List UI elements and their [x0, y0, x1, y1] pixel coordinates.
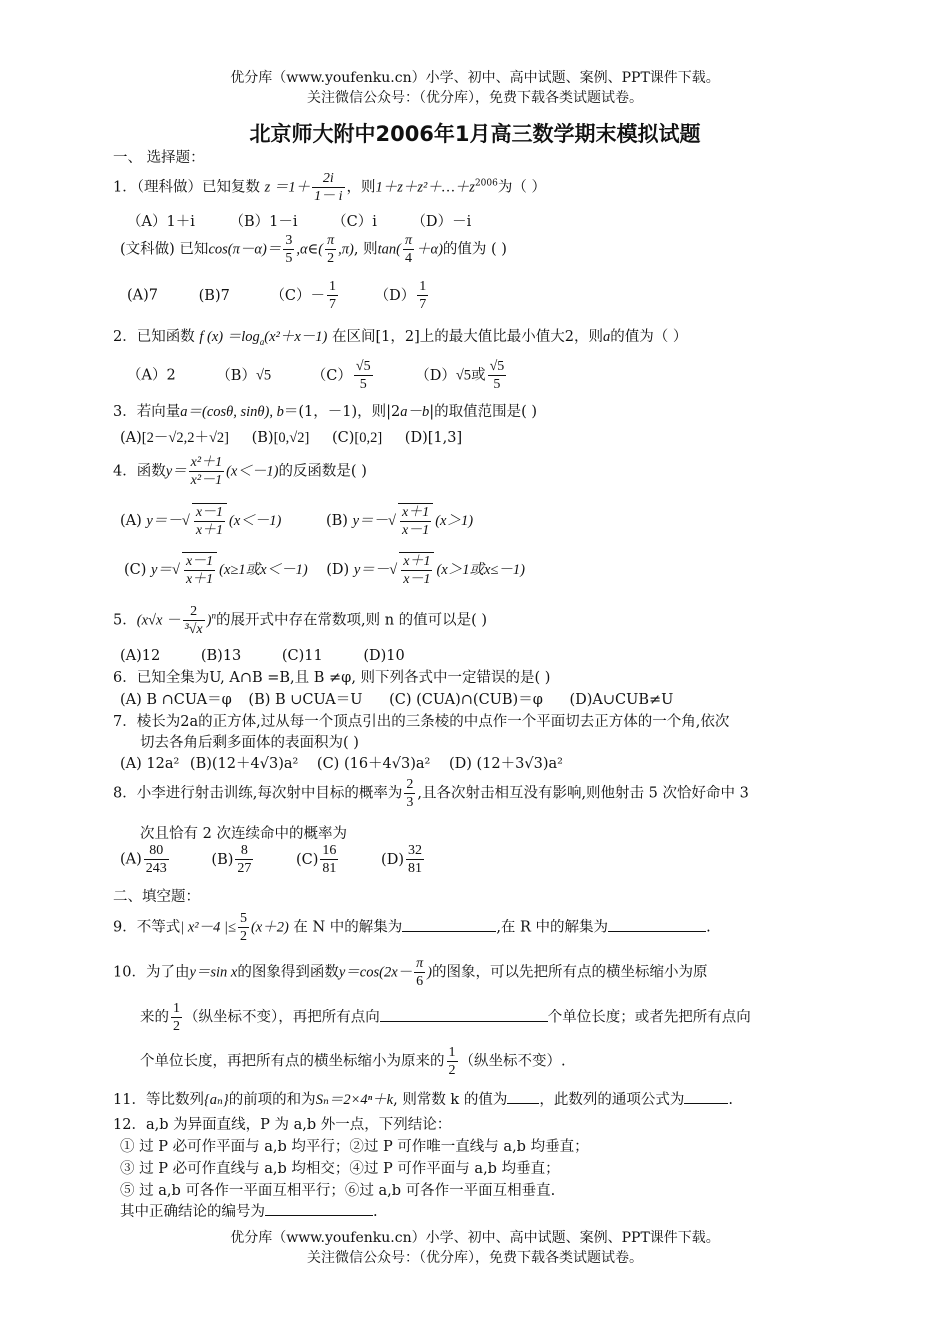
math-expr: ,α∈(: [296, 241, 324, 258]
fraction: $\frac{1}{7}$: [329, 279, 337, 312]
answer-blank[interactable]: [608, 917, 706, 932]
options-q5: [120, 648, 405, 664]
question-text: |的取值范围是( ): [429, 404, 538, 420]
question-text: 已知函数: [136, 329, 195, 345]
fraction: $\frac{5}{2}$: [239, 911, 247, 944]
option-a: (A): [120, 430, 142, 446]
math-expr: (x＞1): [435, 513, 474, 529]
option-b: (B): [325, 513, 348, 529]
fraction: $\frac{\pi}{4}$: [404, 233, 412, 266]
question-number: 6．: [113, 670, 137, 686]
fraction: $\frac{x+1}{x-1}$: [398, 503, 433, 539]
math-expr: tan(: [377, 241, 401, 258]
question-text: ,在 R 中的解集为: [496, 919, 609, 936]
question-text: 其中正确结论的编号为: [120, 1204, 265, 1220]
fraction: $\frac{1}{2}$: [448, 1045, 456, 1078]
option-b: (B)13: [200, 648, 242, 664]
question-8: [113, 776, 749, 811]
fraction: $\frac{x+1}{x-1}$: [399, 552, 434, 588]
fraction: $\frac{3}{5}$: [285, 233, 293, 266]
math-expr: (x≥1或x＜－1): [219, 562, 308, 578]
fraction: $\frac{√5}{5}$: [355, 359, 371, 392]
option-a: (A): [120, 513, 142, 529]
option-c: (C): [296, 851, 319, 868]
question-10: [113, 955, 708, 990]
question-text: , 则常数 k 的值为: [393, 1092, 508, 1108]
fraction: $\frac{\pi}{6}$: [416, 956, 424, 989]
option-d: (D): [381, 851, 404, 868]
question-text: 在区间[1，2]上的最大值比最小值大2，则: [332, 329, 603, 345]
option-b: (B): [251, 430, 274, 446]
question-number: 12．: [113, 1117, 146, 1133]
fraction: $\frac{\text{x²＋1}}{\text{x²－1}}$: [190, 455, 223, 488]
fraction: $\frac{16}{81}$: [322, 843, 337, 876]
question-text: 的展开式中存在常数项,则 n 的值可以是( ): [215, 612, 488, 629]
fraction: $\frac{1}{7}$: [419, 279, 427, 312]
subscript: a: [259, 336, 265, 347]
section-choice: 一、 选择题：: [113, 150, 205, 166]
fraction: $\frac{80}{243}$: [145, 843, 167, 876]
math-expr: {aₙ}: [203, 1092, 229, 1108]
answer-blank[interactable]: [380, 1007, 548, 1022]
option-d: （D）: [415, 367, 456, 384]
header-line-1: 优分库（www.youfenku.cn）小学、初中、高中试题、案例、PPT课件下载。: [230, 70, 720, 86]
math-expr: √5: [455, 367, 472, 384]
option-d: (D): [326, 562, 350, 578]
question-number: 11．: [113, 1092, 146, 1108]
math-expr: [2－√2,2＋√2]: [141, 430, 229, 446]
options-q1-wen: [127, 278, 430, 313]
math-expr: √5: [255, 367, 272, 384]
question-5: [113, 603, 487, 638]
math-expr: ): [206, 612, 212, 629]
question-text: ＝(1，－1)，则|2: [283, 404, 401, 420]
math-expr: a－b: [400, 404, 430, 420]
question-12-line-1: ① 过 P 必可作平面与 a,b 均平行；②过 P 可作唯一直线与 a,b 均垂直；: [120, 1139, 589, 1155]
math-expr: ＋α): [415, 241, 443, 258]
question-text: 等比数列: [145, 1092, 204, 1108]
option-c: (C) (CUA)∩(CUB)＝φ: [389, 692, 543, 708]
option-b: (B): [211, 851, 234, 868]
question-text: 的图象得到函数: [237, 964, 339, 981]
fraction: $\frac{x-1}{x+1}$: [182, 552, 217, 588]
math-expr: y＝－: [352, 513, 389, 529]
question-number: 4．: [113, 463, 137, 480]
math-expr: y＝: [151, 562, 172, 578]
options-q1: [127, 210, 471, 231]
options-q2: [127, 358, 508, 393]
math-expr: y＝sin x: [189, 964, 238, 981]
footer-line-1: 优分库（www.youfenku.cn）小学、初中、高中试题、案例、PPT课件下载。: [230, 1230, 720, 1246]
options-q6: [120, 688, 673, 709]
question-text: 函数: [136, 463, 166, 480]
footer-line-2: 关注微信公众号：（优分库），免费下载各类试题试卷。: [307, 1250, 643, 1266]
question-number: 1．: [113, 179, 137, 196]
math-expr: (x＜－1): [226, 463, 279, 480]
math-expr: z ＝1＋: [264, 179, 311, 196]
option-c: （C）－: [270, 287, 326, 304]
question-text: 小李进行射击训练,每次射中目标的概率为: [136, 785, 403, 802]
options-q3: [120, 426, 462, 447]
option-a: (A) B ∩CUA＝φ: [120, 692, 232, 708]
question-number: 2．: [113, 329, 137, 345]
option-c: （C）: [311, 367, 352, 384]
question-text: a,b 为异面直线，P 为 a,b 外一点，下列结论：: [145, 1117, 452, 1133]
question-text: 的反函数是( ): [278, 463, 367, 480]
math-expr: (x√x －: [136, 612, 181, 629]
math-expr: f (x) ＝log: [199, 329, 260, 345]
question-text: （纵坐标不变），再把所有点向: [184, 1009, 380, 1026]
math-expr: (x＜－1): [229, 513, 282, 529]
answer-blank[interactable]: [684, 1089, 728, 1104]
option-a: （A）2: [127, 367, 176, 384]
math-expr: ): [427, 964, 433, 981]
question-text: （理科做）已知复数: [136, 179, 260, 196]
question-text: ，则: [346, 179, 376, 196]
option-b: (B)(12＋4√3)a²: [189, 756, 299, 772]
option-b: (B) B ∪CUA＝U: [248, 692, 363, 708]
option-a: (A)12: [120, 648, 161, 664]
question-text: 的图象，可以先把所有点的横坐标缩小为原: [432, 964, 708, 981]
option-c: (C)11: [281, 648, 323, 664]
question-2: [113, 325, 687, 347]
exponent: n: [211, 610, 216, 621]
options-q4-row2: (C) y＝√ $\frac{x-1}{x+1}$ (x≥1或x＜－1) (D) y＝－√ $\frac{x+1}{x-1}$ (x＞1或x≤－1): [124, 554, 525, 587]
math-expr: 1＋z＋z²＋…＋z: [375, 179, 475, 196]
option-c: (C): [331, 430, 355, 446]
math-expr: a＝(cosθ, sinθ), b: [180, 404, 284, 420]
answer-blank[interactable]: [402, 917, 496, 932]
question-12-answer: [120, 1200, 378, 1221]
math-expr: Sₙ＝2×4ⁿ＋k: [315, 1092, 394, 1108]
option-a: (A)7: [127, 287, 159, 304]
question-text: 的值为 ( ): [442, 241, 507, 258]
question-number: 5．: [113, 612, 137, 629]
question-1-wen: [120, 232, 507, 267]
question-3: [113, 400, 537, 421]
options-q8: [120, 842, 426, 877]
page-title: 北京师大附中2006年1月高三数学期末模拟试题: [249, 122, 701, 146]
question-text: .: [373, 1204, 378, 1220]
option-d: (D)10: [363, 648, 405, 664]
math-var: a: [603, 329, 611, 345]
option-b: （B）: [216, 367, 256, 384]
math-expr: | x²－4 |≤: [180, 919, 236, 936]
or-text: 或: [471, 367, 486, 384]
question-11: [113, 1088, 733, 1109]
math-expr: [0,2]: [354, 430, 383, 446]
question-9: [113, 910, 711, 945]
question-8-line-2: 次且恰有 2 次连续命中的概率为: [140, 826, 347, 842]
fraction: $\frac{√5}{5}$: [489, 359, 505, 392]
option-d: （D）: [374, 287, 416, 304]
question-text: .: [728, 1092, 733, 1108]
option-c: (C) (16＋4√3)a²: [316, 756, 431, 772]
option-a: (A): [120, 851, 142, 868]
math-expr: (x＞1或x≤－1): [436, 562, 525, 578]
question-text: 在 N 中的解集为: [293, 919, 403, 936]
option-a: (A) 12a²: [120, 756, 180, 772]
math-expr: cos(π－α)＝: [208, 241, 282, 258]
question-number: 7．: [113, 714, 137, 730]
fraction: $\frac{2}{\text{³√x}}$: [184, 604, 203, 637]
math-expr: y＝－: [146, 513, 182, 529]
question-text: 的值为（ ）: [610, 329, 688, 345]
math-expr: y＝cos(2x－: [338, 964, 413, 981]
question-text: ，此数列的通项公式为: [539, 1092, 685, 1108]
options-q7: [120, 752, 563, 773]
section-fill: 二、填空题：: [113, 889, 200, 905]
math-expr: ,π): [338, 241, 354, 258]
question-text: 棱长为2a的正方体,过从每一个顶点引出的三条棱的中点作一个平面切去正方体的一个角,依次: [136, 714, 730, 730]
question-text: 为（ ）: [497, 179, 546, 196]
fraction: $\frac{2i}{1- i}$: [314, 171, 343, 204]
math-expr: (x²＋x－1): [264, 329, 328, 345]
option-b: (B)7: [198, 287, 230, 304]
math-expr: y＝－: [353, 562, 390, 578]
math-expr: y＝: [165, 463, 187, 480]
math-expr: [0,√2]: [273, 430, 310, 446]
option-d: （D）－i: [411, 214, 472, 230]
question-number: 3．: [113, 404, 137, 420]
option-a: （A）1＋i: [127, 214, 195, 230]
question-text: 已知全集为U, A∩B =B,且 B ≠φ, 则下列各式中一定错误的是( ): [136, 670, 551, 686]
question-number: 8．: [113, 785, 137, 802]
page-footer: [0, 1228, 950, 1268]
option-c: （C）i: [332, 214, 377, 230]
fraction: $\frac{\pi}{2}$: [327, 233, 335, 266]
option-d: (D)A∪CUB≠U: [569, 692, 674, 708]
question-text: .: [706, 919, 711, 936]
option-b: （B）1－i: [229, 214, 298, 230]
question-text: 不等式: [136, 919, 181, 936]
question-number: 9．: [113, 919, 137, 936]
question-number: 10．: [113, 964, 146, 981]
fraction: $\frac{8}{27}$: [237, 843, 252, 876]
question-text: 个单位长度；或者先把所有点向: [547, 1009, 751, 1026]
fraction: $\frac{2}{3}$: [406, 777, 414, 810]
fraction: $\frac{1}{2}$: [173, 1001, 180, 1034]
option-c: (C): [124, 562, 147, 578]
question-7-line-2: 切去各角后剩多面体的表面积为( ): [140, 735, 359, 751]
question-7: [113, 710, 729, 731]
question-text: ,且各次射击相互没有影响,则他射击 5 次恰好命中 3: [417, 785, 749, 802]
question-text: 的前项的和为: [228, 1092, 316, 1108]
options-q4-row1: (A) y＝－√ $\frac{x-1}{x+1}$ (x＜－1) (B) y＝－√ $\frac{x+1}{x-1}$ (x＞1): [120, 505, 474, 538]
question-1: [113, 170, 546, 205]
question-12-line-2: ③ 过 P 必可作直线与 a,b 均相交；④过 P 可作平面与 a,b 均垂直；: [120, 1161, 560, 1177]
math-expr: (x＋2): [250, 919, 289, 936]
answer-blank[interactable]: [265, 1201, 373, 1216]
header-line-2: 关注微信公众号：（优分库），免费下载各类试题试卷。: [307, 90, 643, 106]
question-text: 若向量: [136, 404, 181, 420]
question-text: 来的: [140, 1009, 169, 1026]
page-header: [0, 68, 950, 108]
question-10-line-3: [140, 1044, 566, 1079]
exponent: 2006: [474, 178, 498, 189]
option-d: (D)[1,3]: [404, 430, 463, 446]
question-12: [113, 1113, 451, 1134]
fraction: $\frac{x-1}{x+1}$: [192, 503, 227, 539]
question-text: (文科做) 已知: [120, 241, 209, 258]
question-text: 个单位长度，再把所有点的横坐标缩小为原来的: [140, 1053, 445, 1070]
answer-blank[interactable]: [507, 1089, 539, 1104]
option-d: (D) (12＋3√3)a²: [448, 756, 563, 772]
question-text: （纵坐标不变）.: [459, 1053, 566, 1070]
question-text: , 则: [353, 241, 378, 258]
question-6: [113, 666, 550, 687]
question-12-line-3: ⑤ 过 a,b 可各作一平面互相平行；⑥过 a,b 可各作一平面互相垂直.: [120, 1183, 556, 1199]
question-text: 为了由: [145, 964, 190, 981]
question-10-line-2: [140, 1000, 751, 1035]
fraction: $\frac{32}{81}$: [407, 843, 422, 876]
question-4: [113, 454, 367, 489]
